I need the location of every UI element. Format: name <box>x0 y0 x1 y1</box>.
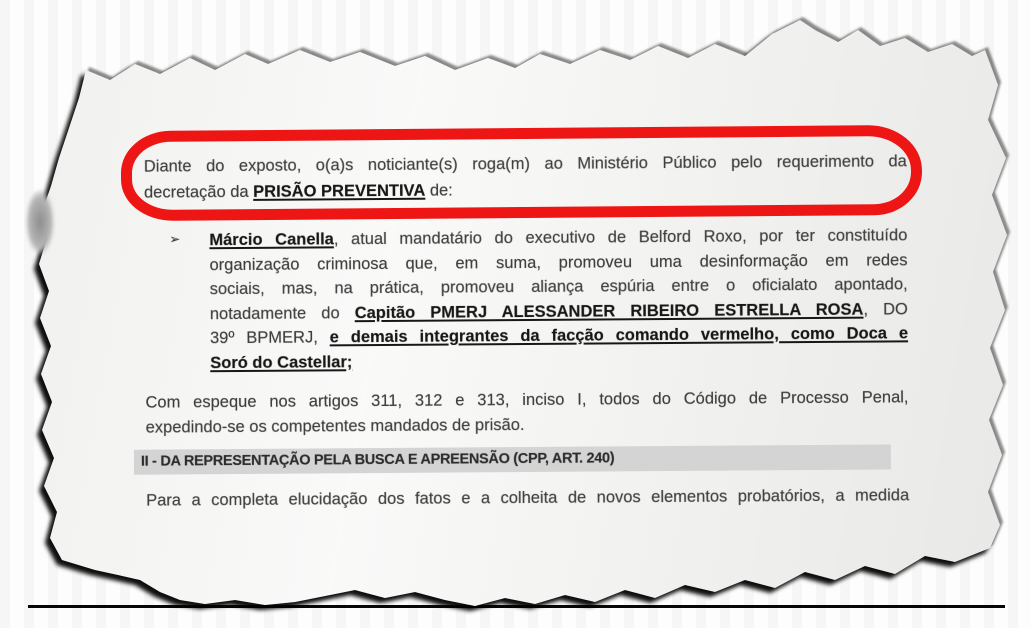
text-line <box>210 321 908 350</box>
text-run: Com espeque nos artigos 311, 312 e 313, inciso I, todos do Código de Processo Penal, <box>145 388 909 412</box>
text-run: expedindo-se os competentes mandados de prisão. <box>145 415 525 437</box>
bullet-item <box>144 223 908 375</box>
arrow-bullet-icon: ➢ <box>169 231 181 247</box>
text-run: , atual mandatário do executivo de Belford Roxo, por ter constituído <box>333 226 908 249</box>
emphasized-text: Capitão PMERJ ALESSANDER RIBEIRO ESTRELLA ROSA <box>354 300 864 322</box>
emphasized-text: Soró do Castellar; <box>210 352 353 372</box>
text-line: Para a completa elucidação dos fatos e a colheita de novos elementos probatórios, a medida <box>146 486 910 510</box>
section-heading: II - DA REPRESENTAÇÃO PELA BUSCA E APREENSÃO (CPP, ART. 240) <box>134 444 891 474</box>
emphasized-text: Márcio Canella <box>209 230 334 250</box>
text-run: Diante do exposto, o(a)s noticiante(s) roga(m) ao Ministério Público pelo requerimento da <box>143 152 907 176</box>
emphasized-text: e demais integrantes da facção comando vermelho, como Doca e <box>329 324 909 347</box>
text-run: organização criminosa que, em suma, promoveu uma desinformação em redes <box>209 250 908 274</box>
text-run: notadamente do <box>209 303 355 323</box>
text-line <box>144 174 907 205</box>
text-run: decretação da <box>143 182 254 202</box>
text-line <box>146 410 909 440</box>
paper-smudge <box>26 190 54 254</box>
text-run: sociais, mas, na prática, promoveu aliança espúria entre o oficialato apontado, <box>209 275 908 299</box>
text-line <box>144 148 907 179</box>
emphasized-text: PRISÃO PREVENTIVA <box>253 181 426 201</box>
text-run: , DO <box>863 299 908 319</box>
text-line <box>210 346 908 375</box>
document-content <box>140 148 910 512</box>
text-run: 39º BPMERJ, <box>209 328 330 348</box>
intro-paragraph <box>144 148 907 205</box>
legal-basis-paragraph <box>145 385 908 439</box>
text-run: de: <box>425 181 453 200</box>
